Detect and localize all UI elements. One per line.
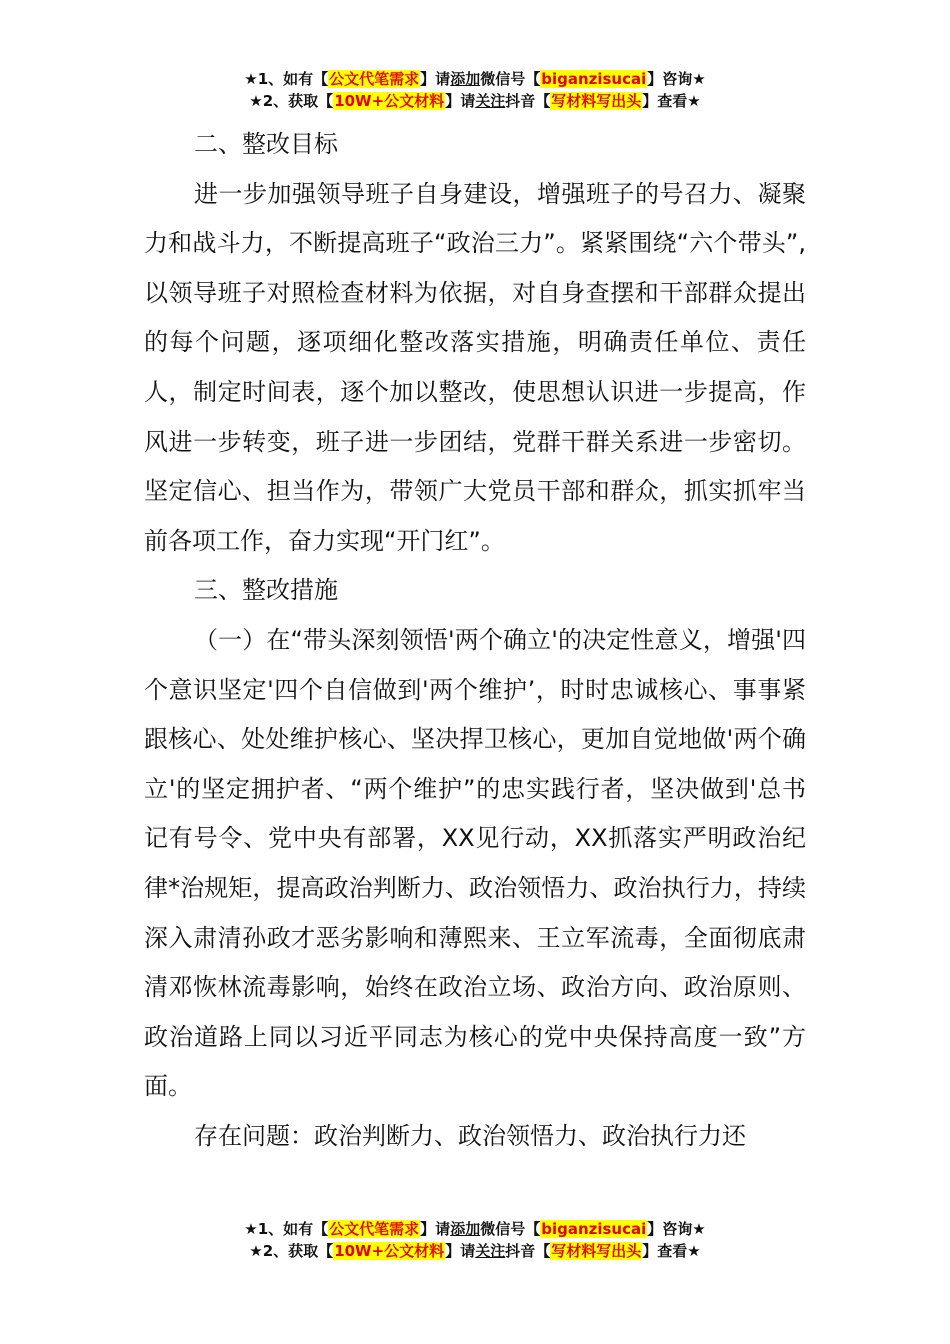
paragraph-measure-1: （一）在“带头深刻领悟'两个确立'的决定性意义，增强'四个意识坚定'四个自信做到'两个维护’，时时忠诚核心、事事紧跟核心、处处维护核心、坚决捍卫核心，更加自觉地做'两个确立'的坚定拥护者、“两个维护”的忠实践行者，坚决做到'总书记有号令、党中央有部署，XX见行动，XX抓落实严明政治纪律*治规矩，提高政治判断力、政治领悟力、政治执行力，持续深入肃清孙政才恶劣影响和薄熙来、王立军流毒，全面彻底肃清邓恢林流毒影响，始终在政治立场、政治方向、政治原则、政治道路上同以习近平同志为核心的党中央保持高度一致”方面。 — [144, 625, 806, 1101]
highlight-wechat-id: biganzisucai — [541, 70, 647, 88]
promo-line-2: ★2、获取【10W+公文材料】请关注抖音【写材料写出头】查看★ — [249, 92, 701, 110]
section-heading-goals: 二、整改目标 — [194, 130, 338, 158]
promo-line-1: ★1、如有【公文代笔需求】请添加微信号【biganzisucai】咨询★ — [244, 70, 706, 88]
highlight-service: 公文代笔需求 — [329, 1220, 420, 1238]
promo-banner-bottom — [0, 1218, 950, 1262]
highlight-douyin-id: 写材料写出头 — [551, 1242, 642, 1260]
section-heading-measures: 三、整改措施 — [194, 576, 338, 605]
highlight-service: 公文代笔需求 — [329, 70, 420, 88]
promo-line-2: ★2、获取【10W+公文材料】请关注抖音【写材料写出头】查看★ — [249, 1242, 701, 1260]
highlight-wechat-id: biganzisucai — [541, 1220, 647, 1238]
highlight-douyin-id: 写材料写出头 — [551, 92, 642, 110]
highlight-materials: 10W+公文材料 — [334, 92, 445, 110]
highlight-materials: 10W+公文材料 — [334, 1242, 445, 1260]
paragraph-goals: 进一步加强领导班子自身建设，增强班子的号召力、凝聚力和战斗力，不断提高班子“政治三力”。紧紧围绕“六个带头”,以领导班子对照检查材料为依据，对自身查摆和干部群众提出的每个问题，逐项细化整改落实措施，明确责任单位、责任人，制定时间表，逐个加以整改，使思想认识进一步提高，作风进一步转变，班子进一步团结，党群干群关系进一步密切。坚定信心、担当作为，带领广大党员干部和群众，抓实抓牢当前各项工作，奋力实现“开门红”。 — [144, 179, 806, 555]
document-body — [144, 120, 806, 1161]
promo-banner-top — [0, 68, 950, 112]
paragraph-problems: 存在问题：政治判断力、政治领悟力、政治执行力还 — [194, 1121, 746, 1150]
promo-line-1: ★1、如有【公文代笔需求】请添加微信号【biganzisucai】咨询★ — [244, 1220, 706, 1238]
